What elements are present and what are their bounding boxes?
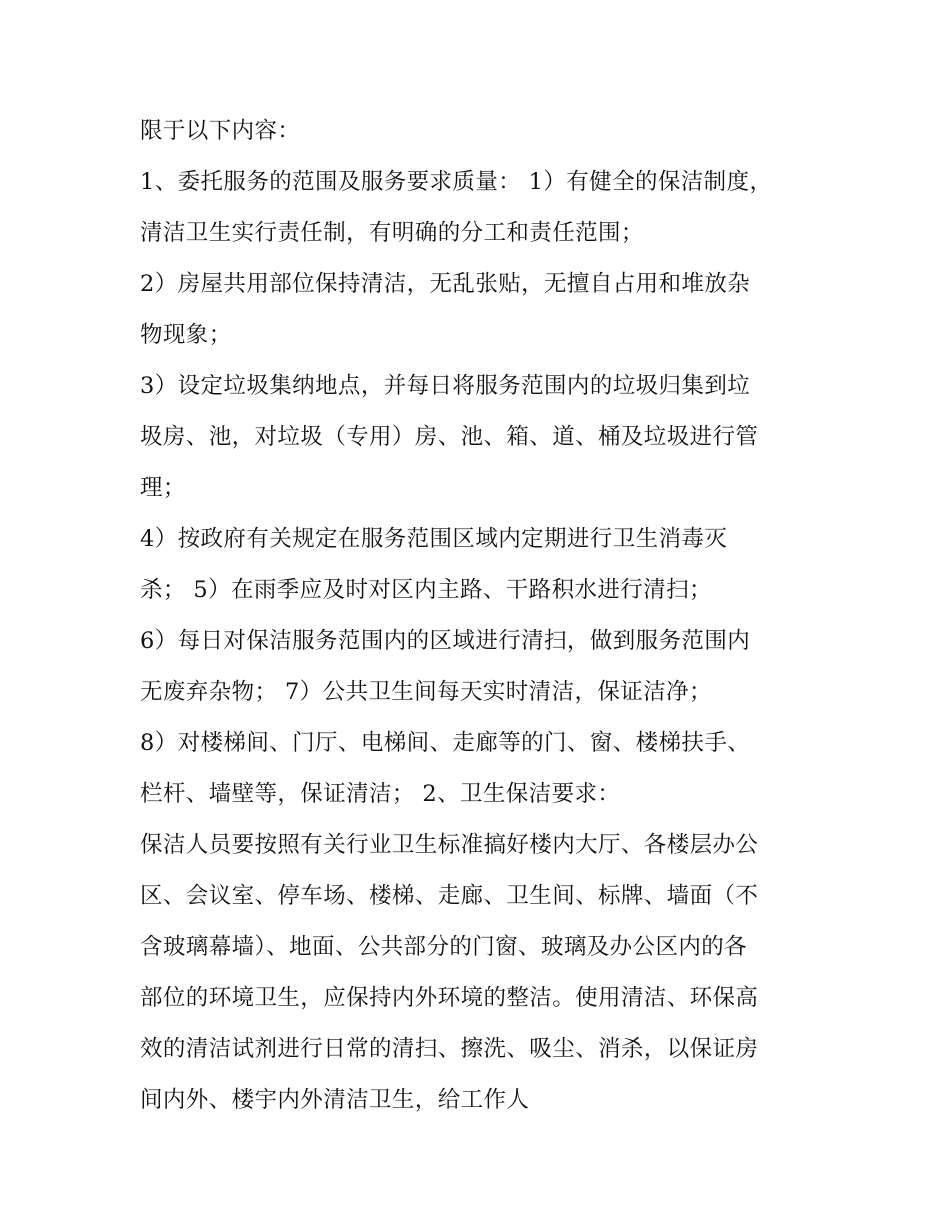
text-line: 1、委托服务的范围及服务要求质量： 1）有健全的保洁制度， <box>140 169 773 195</box>
text-line: 8）对楼梯间、门厅、电梯间、走廊等的门、窗、楼梯扶手、 <box>140 730 751 756</box>
document-body <box>140 106 820 1126</box>
text-line: 物现象； <box>140 322 232 348</box>
text-line: 保洁人员要按照有关行业卫生标准搞好楼内大厅、各楼层办公 <box>140 832 759 858</box>
text-line: 间内外、楼宇内外清洁卫生，给工作人 <box>140 1087 530 1113</box>
text-line: 清洁卫生实行责任制，有明确的分工和责任范围； <box>140 220 644 246</box>
text-line: 栏杆、墙壁等，保证清洁； 2、卫生保洁要求： <box>140 781 621 807</box>
text-line: 部位的环境卫生，应保持内外环境的整洁。使用清洁、环保高 <box>140 985 759 1011</box>
text-line: 圾房、池，对垃圾（专用）房、池、箱、道、桶及垃圾进行管 <box>140 424 759 450</box>
text-line: 效的清洁试剂进行日常的清扫、擦洗、吸尘、消杀，以保证房 <box>140 1036 759 1062</box>
text-line: 杀； 5）在雨季应及时对区内主路、干路积水进行清扫； <box>140 577 712 603</box>
text-line: 3）设定垃圾集纳地点，并每日将服务范围内的垃圾归集到垃 <box>140 373 751 399</box>
text-line: 限于以下内容： <box>140 118 301 144</box>
text-line: 含玻璃幕墙）、地面、公共部分的门窗、玻璃及办公区内的各 <box>140 934 748 960</box>
text-line: 无废弃杂物； 7）公共卫生间每天实时清洁，保证洁净； <box>140 679 712 705</box>
text-line: 4）按政府有关规定在服务范围区域内定期进行卫生消毒灭 <box>140 526 728 552</box>
text-line: 区、会议室、停车场、楼梯、走廊、卫生间、标牌、墙面（不 <box>140 883 759 909</box>
text-line: 2）房屋共用部位保持清洁，无乱张贴，无擅自占用和堆放杂 <box>140 271 751 297</box>
text-line: 6）每日对保洁服务范围内的区域进行清扫，做到服务范围内 <box>140 628 751 654</box>
text-line: 理； <box>140 475 186 501</box>
